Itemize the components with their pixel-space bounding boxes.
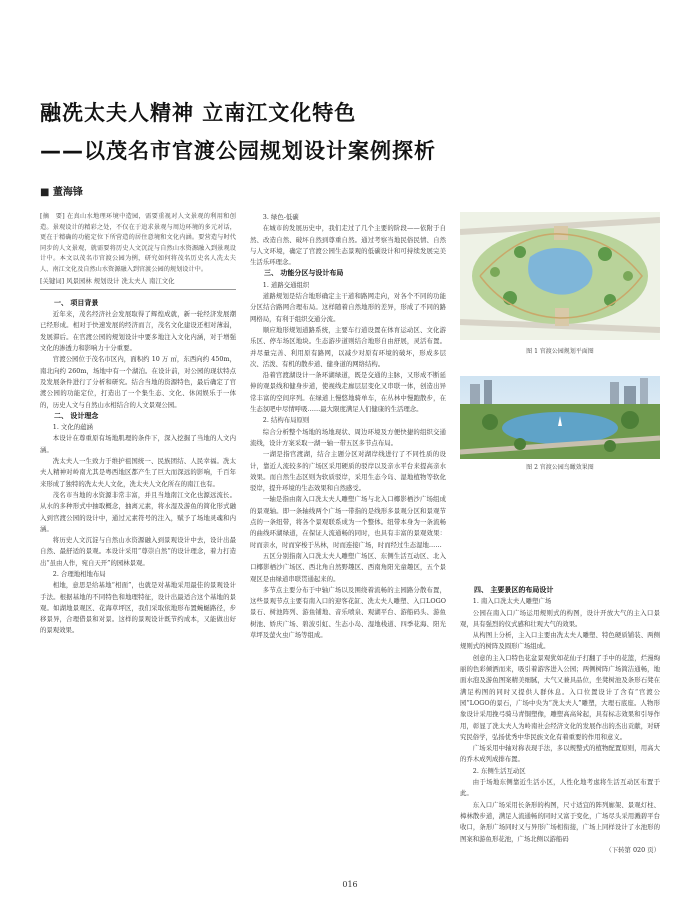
abstract: [摘 要] 在真山水地理环境中造园，需要重视对人文景观的利用和创造。景观设计的精彩之处，不仅在于追求景观与周边环境的多元对话，更在于精确的功能定位下所营造的居住意境和文化内涵。要营造与时代同步的人文景观，就需要将历史人文沉淀与自然山水资源融入到景观设计中。本文以茂名市官渡公园为例，研究如何将茂名历史名人冼太夫人、南江文化及自然山水资源融入到官渡公园的规划设计中。: [40, 213, 236, 273]
paragraph: 东入口广场采用长条形的构图，尺寸适宜的阵列廊架、景观灯柱、樟林散步道，满足人流通畅的同时又富于变化，广场尽头采用溅碧平台收口，条形广场同时又与异形广场相衔接，广场上同样设计了水池形的图案和游鱼形花池，广场北侧以游船码: [460, 800, 660, 843]
aerial-view-figure: [460, 376, 660, 459]
paragraph: 一湖是指官渡湖，结合主题分区对湖岸线进行了不同性质的设计，靠近人流较多的广场区采用硬质的驳岸以及亲水平台来提高亲水效果。而自然生态区则为软质驳岸，采用生态今岛、湿地植物等软化驳岸，提升环境的生态效果和自然感受。: [250, 450, 446, 493]
paragraph: 官渡公园位于茂名市区内，面积约 10 万 ㎡，东西向约 450m，南北向约 260m，场地中有一个湖泊。在设计前，对公园的现状特点及发展条件进行了分析和研究。结合当地的资源特色，最后确定了官渡公园的功能定位，打造出了一个集生态、文化、休闲娱乐于一体的，历史人文与自然山水相结合的人文景观公园。: [40, 355, 236, 409]
figure-1-caption: 图 1 官渡公园规划平面图: [526, 348, 594, 355]
paragraph: 五区分别指南入口冼太夫人雕塑广场区、东侧生活互动区、北入口椰影栖沙广场区、西北角自然野趣区、西南角阳光童趣区，五个景观区是由绿道串联贯通起来的。: [250, 551, 446, 583]
section-heading: 三、 功能分区与设计布局: [264, 269, 344, 278]
paragraph: 创意的主入口特色花盆景观犹如花仙子打翻了手中的花篮，烂漫绚丽的色彩倾洒而来，吸引着游客进入公园；两侧树阵广场简洁通畅，地面水泡及游鱼图案精美细腻，大气又兼具品位，坐凳树池及条形石凳在满足构图的同时又提供人群休息。入口位置设计了含有“官渡公园”LOGO的景石，广场中央为“冼太夫人”雕塑，大理石底座。人物形象设计采用挽弓骑马青铜塑像，雕塑高高耸起，具有标志效果和引导作用，彰显了冼太夫人为岭南社会经济文化的发展作出的杰出贡献，对研究民俗学，弘扬优秀中华民族文化有着重要的作用和意义。: [460, 653, 660, 741]
paragraph: 在城市的发展历史中，我们走过了几个主要的阶段——依附于自然、改造自然、破坏自然到尊重自然。通过考察当地民俗民情、自然与人文环境，确定了官渡公园生态景观的低碳设计和可持续发展完美生活乐环理念。: [250, 224, 446, 267]
paragraph: 本设计在尊重原有场地肌理的条件下，深入挖掘了当地的人文内涵。: [40, 434, 236, 454]
paragraph: 顺应地形规划道路系统，主要车行道设置在体育运动区、文化游乐区、停车场区地块。生态游步道则结合地形自由舒展，灵活布置。并尽量完善、利用原有路网，以减少对原有环境的破坏，形成多层次、活泼、有机的散步道、健身道的网络结构。: [250, 325, 446, 368]
subsection-heading: 1. 文化的蕴涵: [52, 423, 93, 432]
paragraph: 一轴是指由南入口冼太夫人雕塑广场与北入口椰影栖沙广场组成的景观轴。即一条轴线两个广场一带指的是线形多景观分区和景观节点的一条纽带，将各个景观联系成为一个整体。纽带本身为一条流畅的曲线环湖绿道，在保证人流通畅的同时，也具有丰富的景观效果：时而亲水，时而穿梭于丛林，时而连接广场，时而经过生态湿地……: [250, 495, 446, 549]
keywords: [关键词] 风景园林 规划设计 冼太夫人 南江文化: [40, 276, 175, 285]
paragraph: 公园在南入口广场运用规则式的构图，设计开放大气的主入口景观，具有强烈的仪式感和壮观大气的效果。: [460, 608, 660, 628]
figure-2-caption: 图 2 官渡公园鸟瞰效果图: [526, 464, 594, 471]
subsection-heading: 3. 绿色-低碳: [262, 213, 299, 221]
subsection-heading: 2. 东侧生活互动区: [472, 766, 526, 775]
subsection-heading: 1. 南入口冼太夫人雕塑广场: [472, 597, 552, 606]
section-heading: 二、 设计理念: [54, 411, 99, 420]
paragraph: 茂名市当地的水资源非常丰富，并且当地南江文化也源远流长。从水的多种形式中抽取概念，抽离元素，将水湿及游鱼的简化形式融入到官渡公园的设计中，通过元素符号的注入，赋予了场地灵魂和内涵。: [40, 490, 236, 533]
subsection-heading: 1. 道路交通组织: [262, 280, 310, 289]
column-1: [40, 212, 236, 637]
subsection-heading: 2. 结构布局原则: [262, 416, 310, 425]
paragraph: 沿着官渡湖设计一条环湖绿道，既是交通的主脉，又形成不断延伸的观景线和健身步道，使视线走廊层层变化又串联一体，创造出异常丰富的空间序列。在绿道上慢悠地骑单车，在丛林中慢跑散步，在生态氛吧中尽情呼吸……最大限度满足人们健康的生活理念。: [250, 371, 446, 414]
paragraph: 由于场地东侧靠近生活小区，人性化地考虑将生活互动区布置于此。: [460, 778, 660, 798]
column-2: [250, 212, 446, 641]
section-heading: 四、 主要景区的布局设计: [474, 586, 554, 594]
page-title-line2: ——以茂名市官渡公园规划设计案例探析: [40, 139, 436, 163]
page-number: 016: [342, 880, 358, 889]
section-heading: 一、 项目背景: [54, 298, 99, 307]
subsection-heading: 2. 合理地相地布局: [52, 569, 106, 578]
paragraph: 相地，意思是给基地“相面”，也就是对基地采用最佳的景观设计手法。根据基地的不同特色和地理特征，设计出最适合这个基地的景观。如湖地景观区、花海草坪区，我们采取依地形布置蜿蜒路径，步移景异，合理借景和对景。这样的景观设计既节约成本，又能做出好的景观效果。: [40, 581, 236, 635]
paragraph: 将历史人文沉淀与自然山水资源融入到景观设计中去，设计出最自然、最舒适的景观。本设计采用“尊崇自然”的设计理念，着力打造出“虽由人作，宛自天开”的园林景观。: [40, 536, 236, 567]
page-title-line1: 融冼太夫人精神 立南江文化特色: [40, 101, 357, 125]
paragraph: 道路规划是结合地形确定主干道和路网走向，对各个不同的功能分区结合路网合理布局。这样随着自然地形的差异，形成了不同的路网格局，有利于组织交通分流。: [250, 292, 446, 323]
paragraph: 广场采用中轴对称表现手法，多以规整式的植物配置原则，用高大的乔木成列成排布置。: [460, 744, 660, 764]
paragraph: 综合分析整个场地的场地现状、周边环境及方便快捷的组织交通流线，设计方案采取一湖一轴一带五区多节点布局。: [250, 427, 446, 447]
paragraph: 从构图上分析，主入口主要由冼太夫人雕塑、特色硬质铺装、两侧规则式的树阵及圆形广场组成。: [460, 631, 660, 651]
paragraph: 多节点主要分布于中轴广场以及围绕着流畅的主园路分散布置，这些景观节点主要有南入口的迎客花缸、冼太夫人雕塑、入口LOGO景石、树池阵列、游鱼铺地、音乐喷泉、观湖平台、游船码头、游鱼树池、娇庆广场、碧波引虹、生态小岛、湿地栈道、四季花海、阳光草坪及萤火虫广场等组成。: [250, 585, 446, 639]
continuation-note: （下转第 020 页）: [605, 845, 660, 854]
paragraph: 冼太夫人一生致力于维护祖国统一、民族团结、人民幸福。冼太夫人精神对岭南尤其是粤西地区都产生了巨大而深远的影响，千百年来形成了独特的冼太夫人文化，冼太夫人文化所在的南江也有。: [40, 457, 236, 488]
site-plan-figure: [460, 212, 660, 340]
divider: [40, 289, 236, 290]
author: ■ 董海锋: [40, 187, 83, 198]
column-3: [460, 585, 660, 856]
paragraph: 近年来，茂名经济社会发展取得了辉煌成就，新一轮经济发展潮已经形成。相对于快速发展的经济而言，茂名文化建设还相对薄弱，发展滞后。在官渡公园的规划设计中要多地注入文化内涵，对于增强文化的渗透力和影响力十分重要。: [40, 310, 236, 353]
